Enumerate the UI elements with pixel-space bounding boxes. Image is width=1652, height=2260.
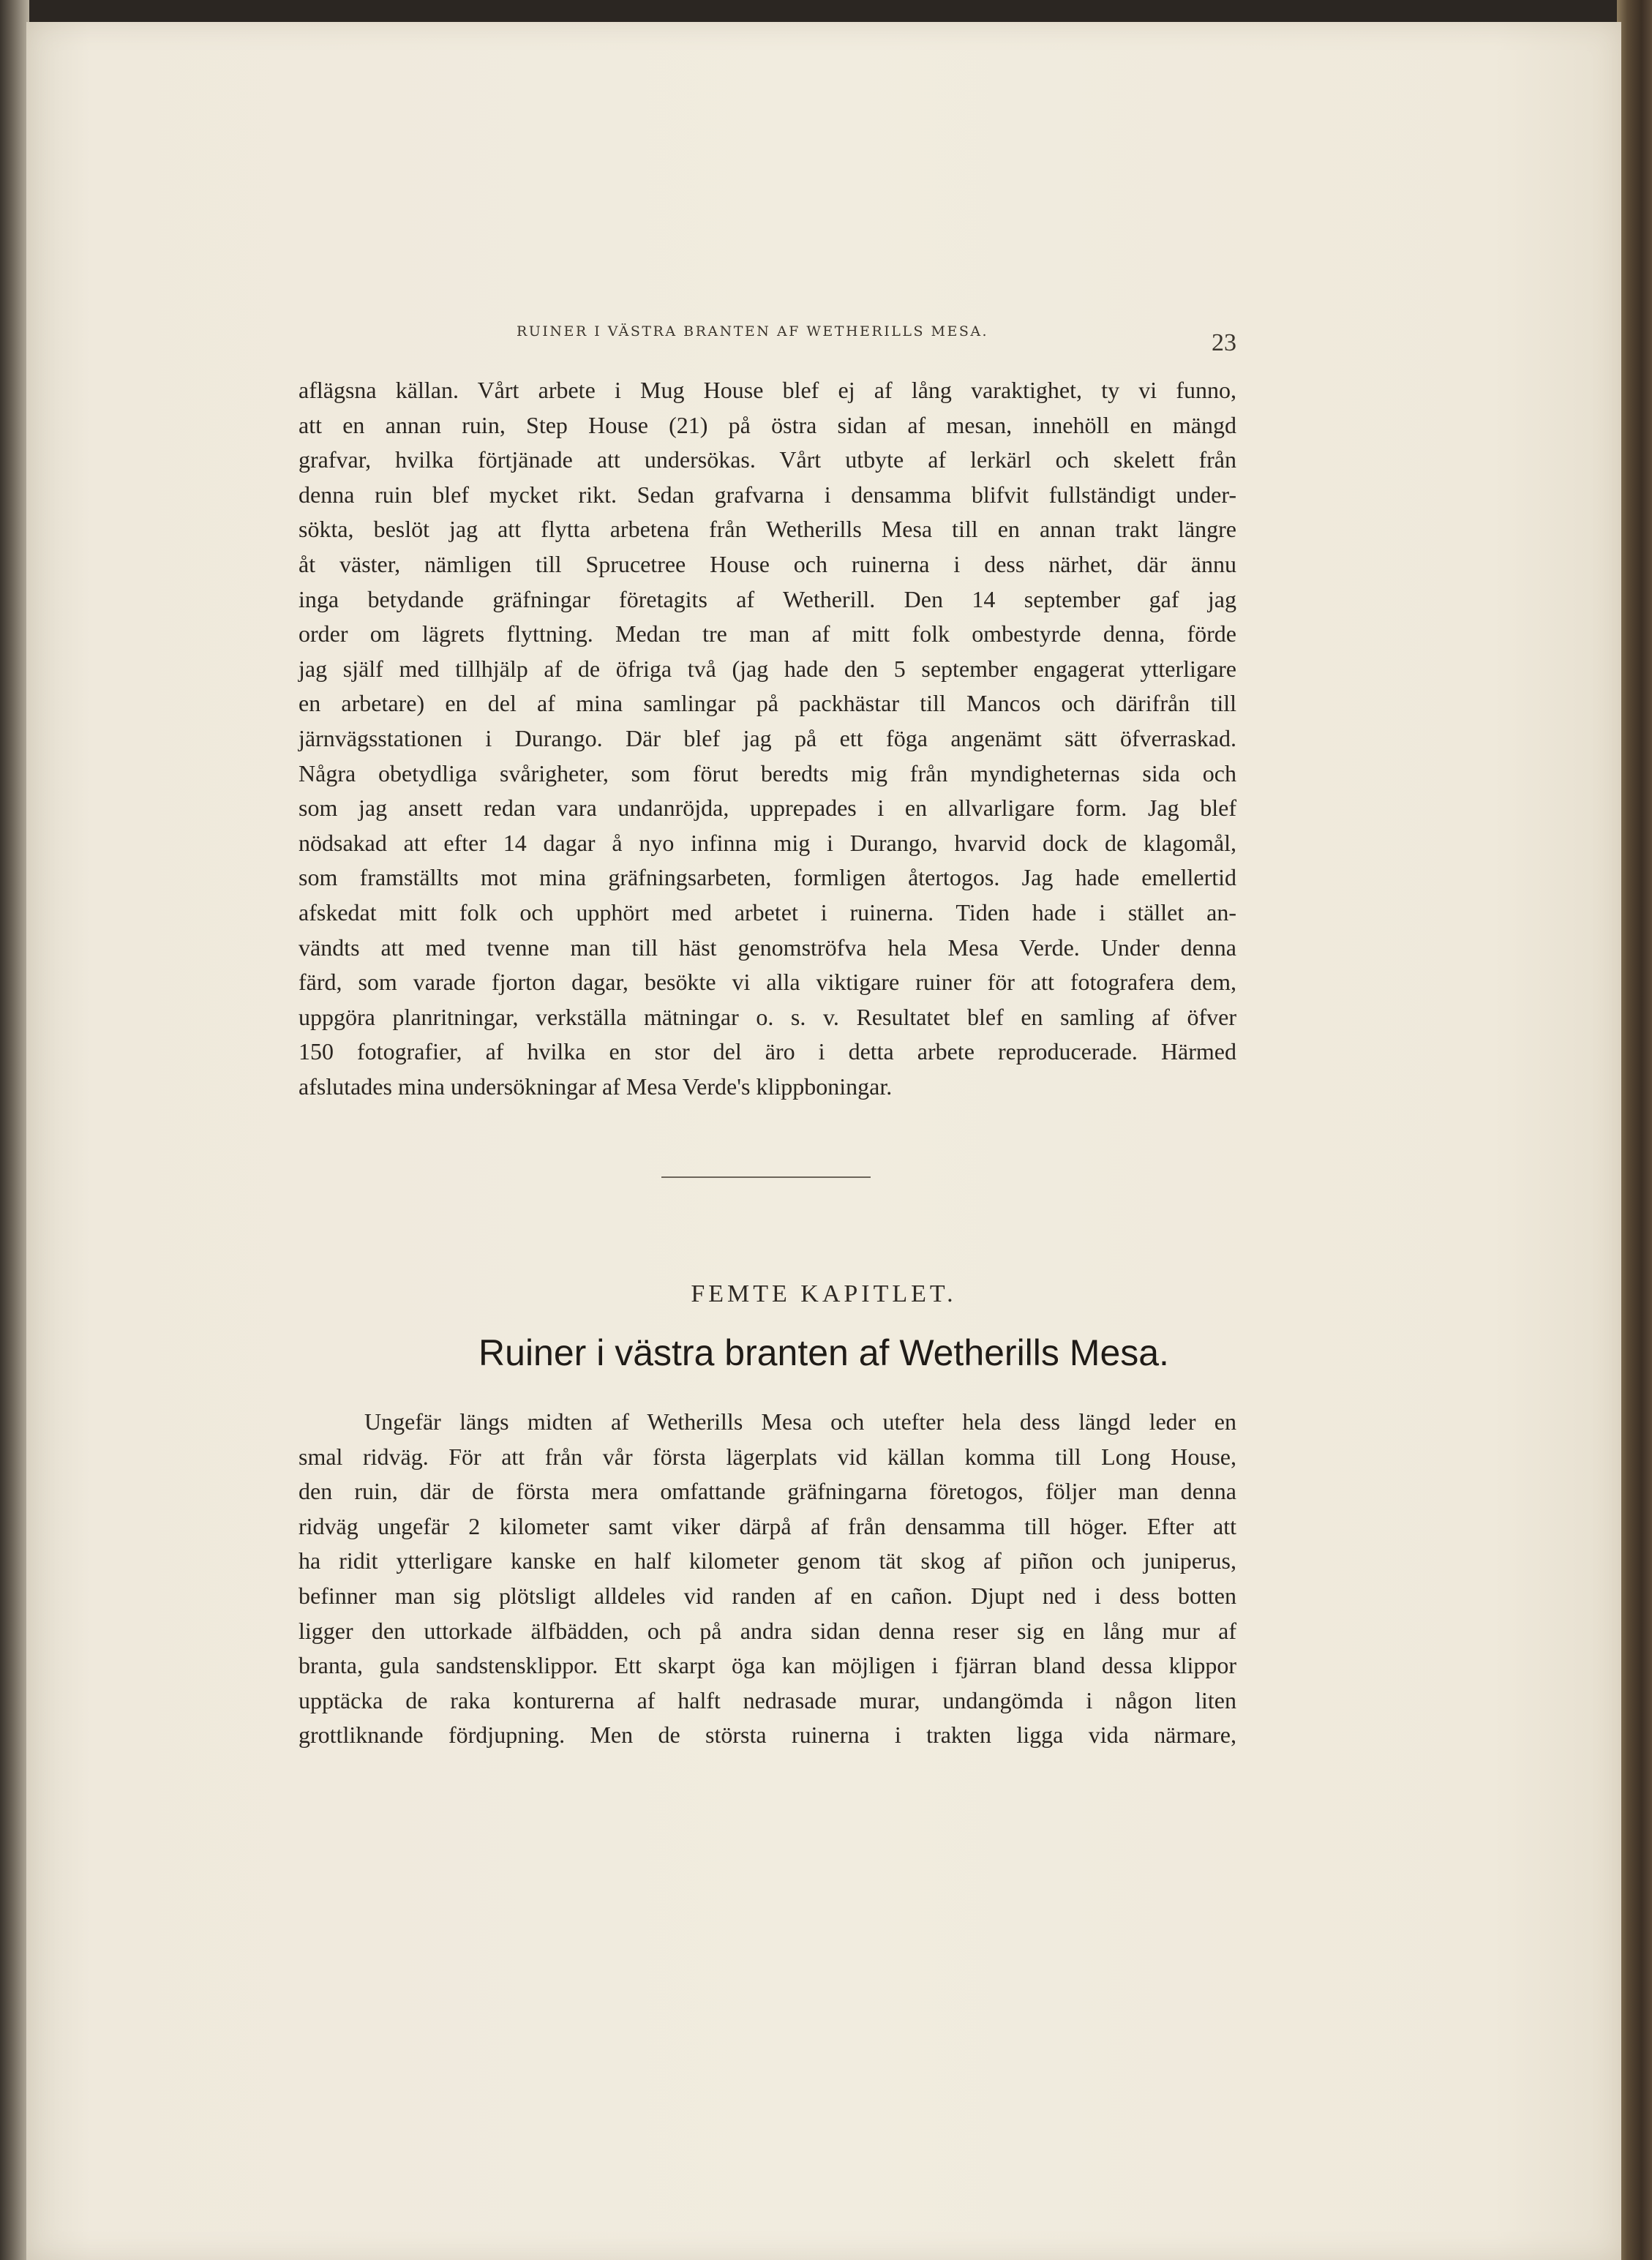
text-line: upptäcka de raka konturerna af halft nedrasade murar, undangömda i någon liten: [299, 1686, 1236, 1713]
text-line: som jag ansett redan vara undanröjda, upprepades i en allvarligare form. Jag blef: [299, 795, 1236, 822]
running-head: RUINER I VÄSTRA BRANTEN AF WETHERILLS MESA.: [517, 323, 989, 339]
text-line: afslutades mina undersökningar af Mesa Verde's klippboningar.: [299, 1073, 893, 1100]
text-line: aflägsna källan. Vårt arbete i Mug House blef ej af lång varaktighet, ty vi funno,: [299, 377, 1236, 403]
section-divider: [661, 1176, 871, 1178]
text-line: en arbetare) en del af mina samlingar på packhästar till Mancos och därifrån till: [299, 690, 1236, 717]
text-line: afskedat mitt folk och upphört med arbetet i ruinerna. Tiden hade i stället an-: [299, 898, 1236, 926]
text-line: vändts att med tvenne man till häst genomströfva hela Mesa Verde. Under denna: [299, 934, 1236, 961]
text-line: åt väster, nämligen till Sprucetree House och ruinerna i dess närhet, där ännu: [299, 550, 1236, 577]
text-line: ridväg ungefär 2 kilometer samt viker därpå af från densamma till höger. Efter att: [299, 1512, 1236, 1539]
text-line: nödsakad att efter 14 dagar å nyo infinna mig i Durango, hvarvid dock de klagomål,: [299, 829, 1236, 856]
text-line: 150 fotografier, af hvilka en stor del äro i detta arbete reproducerade. Härmed: [299, 1038, 1236, 1065]
text-line: ligger den uttorkade älfbädden, och på andra sidan denna reser sig en lång mur af: [299, 1617, 1236, 1644]
text-line: grafvar, hvilka förtjänade att undersökas. Vårt utbyte af lerkärl och skelett från: [299, 446, 1236, 473]
text-line: order om lägrets flyttning. Medan tre man af mitt folk ombestyrde denna, förde: [299, 620, 1236, 647]
chapter-label: FEMTE KAPITLET.: [691, 1280, 957, 1307]
chapter-title: Ruiner i västra branten af Wetherills Mesa.: [478, 1332, 1169, 1373]
page-number: 23: [1212, 329, 1236, 356]
text-line: inga betydande gräfningar företagits af Wetherill. Den 14 september gaf jag: [299, 585, 1236, 612]
text-line: ha ridit ytterligare kanske en half kilometer genom tät skog af piñon och juniperus,: [299, 1547, 1236, 1574]
text-line: branta, gula sandstensklippor. Ett skarpt öga kan möjligen i fjärran bland dessa klippor: [299, 1652, 1236, 1679]
text-line: denna ruin blef mycket rikt. Sedan grafvarna i densamma blifvit fullständigt under-: [299, 481, 1236, 508]
text-line: färd, som varade fjorton dagar, besökte vi alla viktigare ruiner för att fotografera dem,: [299, 969, 1236, 996]
text-line: befinner man sig plötsligt alldeles vid randen af en cañon. Djupt ned i dess botten: [299, 1582, 1236, 1609]
text-line: smal ridväg. För att från vår första lägerplats vid källan komma till Long House,: [299, 1443, 1236, 1470]
paragraph-chapter-start: [299, 1405, 1236, 1753]
book-edge: [1617, 0, 1652, 2260]
book-page: [26, 22, 1621, 2260]
text-line: grottliknande fördjupning. Men de största ruinerna i trakten ligga vida närmare,: [299, 1722, 1236, 1749]
text-line: järnvägsstationen i Durango. Där blef jag på ett föga angenämt sätt öfverraskad.: [299, 724, 1236, 751]
text-line: sökta, beslöt jag att flytta arbetena från Wetherills Mesa till en annan trakt längre: [299, 516, 1236, 543]
text-line: uppgöra planritningar, verkställa mätningar o. s. v. Resultatet blef en samling af öfver: [299, 1003, 1236, 1030]
text-line: att en annan ruin, Step House (21) på östra sidan af mesan, innehöll en mängd: [299, 411, 1236, 438]
text-line: Ungefär längs midten af Wetherills Mesa och utefter hela dess längd leder en: [364, 1408, 1236, 1435]
text-line: Några obetydliga svårigheter, som förut beredts mig från myndigheternas sida och: [299, 759, 1236, 787]
book-spine-shadow: [0, 0, 29, 2260]
text-line: jag själf med tillhjälp af de öfriga två (jag hade den 5 september engagerat ytterligare: [299, 655, 1236, 682]
text-line: som framställts mot mina gräfningsarbeten, formligen återtogos. Jag hade emellertid: [299, 864, 1236, 891]
paragraph-continued: [299, 373, 1236, 1104]
text-line: den ruin, där de första mera omfattande gräfningarna företogos, följer man denna: [299, 1478, 1236, 1505]
